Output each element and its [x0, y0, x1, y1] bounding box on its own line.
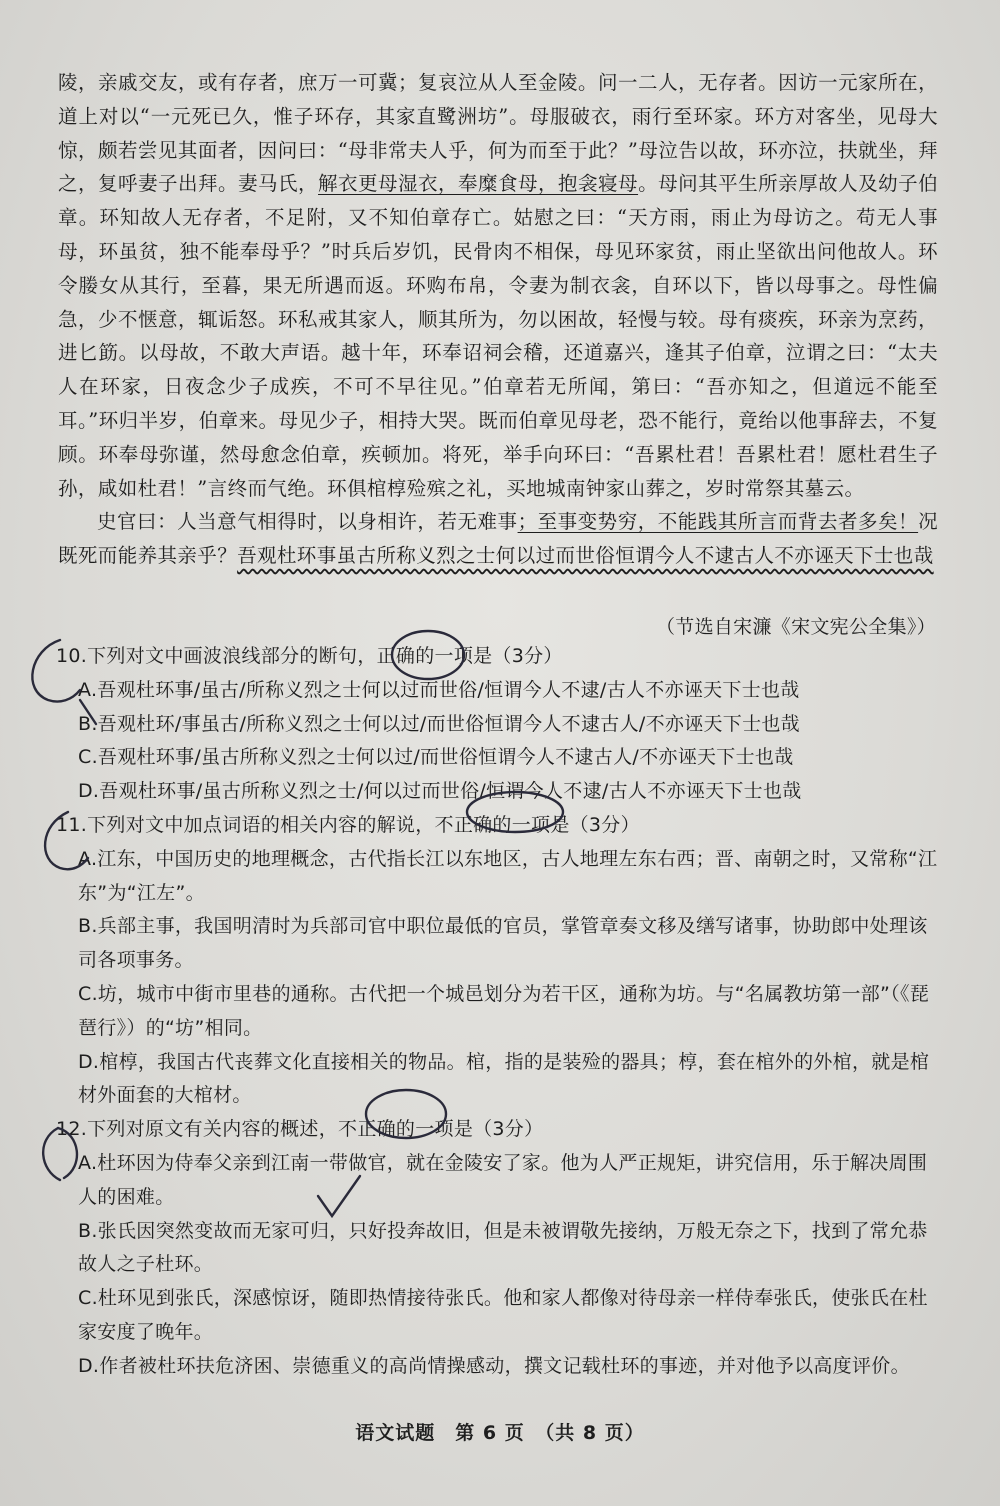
option-d: D.吾观杜环事/虽古所称义烈之士/何以过而世俗/恒谓今人不逮/古人不亦诬天下士也哉 — [78, 780, 802, 803]
option-b: B.张氏因突然变故而无家可归，只好投奔故旧，但是未被谓敬先接纳，万般无奈之下，找到了常允恭故人之子杜环。 — [78, 1219, 928, 1276]
question-12 — [56, 1113, 946, 1383]
option-d: D.棺椁，我国古代丧葬文化直接相关的物品。棺，指的是装殓的器具；椁，套在棺外的外棺，就是棺材外面套的大棺材。 — [78, 1050, 930, 1107]
question-list — [56, 640, 946, 1384]
question-stem: 10.下列对文中画波浪线部分的断句，正确的一项是（3分） — [56, 645, 563, 667]
passage-paragraph-2 — [58, 505, 938, 573]
source-citation: （节选自宋濂《宋文宪公全集》） — [655, 616, 936, 638]
option-a: A.吾观杜环事/虽古/所称义烈之士何以过而世俗/恒谓今人不逮/古人不亦诬天下士也哉 — [78, 678, 800, 701]
passage-text-rest: 。母问其平生所亲厚故人及幼子伯章。环知故人无存者，不足附，又不知伯章存亡。姑慰之曰：“天方雨，雨止为母访之。苟无人事母，环虽贫，独不能奉母乎？”时兵后岁饥，民骨肉不相保，母见环家贫，雨止坚欲出问他故人。环令媵女从其行，至暮，果无所遇而返。环购布帛，令妻为制衣衾，自环以下，皆以母事之。母性偏急，少不惬意，辄诟怒。环私戒其家人，顺其所为，勿以困故，轻慢与较。母有痰疾，环亲为烹药，进匕筯。以母故，不敢大声语。越十年，环奉诏祠会稽，还道嘉兴，逢其子伯章，泣谓之曰：“太夫人在环家，日夜念少子成疾，不可不早往见。”伯章若无所闻，第曰：“吾亦知之，但道远不能至耳。”环归半岁，伯章来。母见少子，相持大哭。既而伯章见母老，恐不能行，竟绐以他事辞去，不复顾。环奉母弥谨，然母愈念伯章，疾顿加。将死，举手向环曰：“吾累杜君！吾累杜君！愿杜君生子孙，咸如杜君！”言终而气绝。环俱棺椁殓殡之礼，买地城南钟家山葬之，岁时常祭其墓云。 — [58, 172, 938, 500]
historian-comment: 史官曰：人当意气相得时，以身相许，若无难事 — [97, 510, 518, 534]
option-c: C.杜环见到张氏，深感惊讶，随即热情接待张氏。他和家人都像对待母亲一样侍奉张氏，使张氏在杜家安度了晚年。 — [78, 1287, 928, 1343]
passage-paragraph-1 — [58, 66, 938, 505]
option-b: B.吾观杜环/事虽古/所称义烈之士何以过/而世俗恒谓今人不逮古人/不亦诬天下士也哉 — [78, 712, 800, 735]
option-d: D.作者被杜环扶危济困、崇德重义的高尚情操感动，撰文记载杜环的事迹，并对他予以高度评价。 — [78, 1354, 910, 1377]
question-stem: 12.下列对原文有关内容的概述，不正确的一项是（3分） — [56, 1118, 544, 1141]
option-b: B.兵部主事，我国明清时为兵部司官中职位最低的官员，掌管章奏文移及缮写诸事，协助郎中处理该司各项事务。 — [78, 915, 928, 972]
historian-comment-mid: 况既死而能养其亲乎？ — [58, 510, 938, 568]
question-11 — [56, 809, 946, 1113]
passage-text: 陵，亲戚交友，或有存者，庶万一可冀；复哀泣从人至金陵。问一二人，无存者。因访一元家所在，道上对以“一元死已久，惟子环存，其家直鹭洲坊”。母服破衣，雨行至环家。环方对客坐，见母大惊，颇若尝见其面者，因问曰：“母非常夫人乎，何为而至于此？”母泣告以故，环亦泣，扶就坐，拜之，复呼妻子出拜。妻马氏， — [58, 71, 938, 196]
underlined-comment: ；至事变势穷，不能践其所言而背去者多矣！ — [517, 510, 919, 534]
classical-passage — [58, 66, 938, 573]
page-footer: 语文试题 第 6 页 （共 8 页） — [355, 1422, 645, 1444]
option-c: C.吾观杜环事/虽古所称义烈之士何以过/而世俗恒谓今人不逮古人/不亦诬天下士也哉 — [78, 746, 794, 769]
question-10 — [56, 640, 946, 809]
question-stem: 11.下列对文中加点词语的相关内容的解说，不正确的一项是（3分） — [56, 813, 640, 836]
option-a: A.杜环因为侍奉父亲到江南一带做官，就在金陵安了家。他为人严正规矩，讲究信用，乐于解决周围人的困难。 — [78, 1151, 928, 1208]
option-a: A.江东，中国历史的地理概念，古代指长江以东地区，古人地理左东右西；晋、南朝之时，又常称“江东”为“江左”。 — [78, 847, 938, 904]
option-c: C.坊，城市中街市里巷的通称。古代把一个城邑划分为若干区，通称为坊。与“名属教坊第一部”（《琵琶行》）的“坊”相同。 — [78, 982, 930, 1039]
underlined-sentence: 解衣更母湿衣，奉糜食母，抱衾寝母 — [318, 172, 639, 196]
wavy-underlined-passage: 吾观杜环事虽古所称义烈之士何以过而世俗恒谓今人不逮古人不亦诬天下士也哉 — [237, 544, 934, 568]
